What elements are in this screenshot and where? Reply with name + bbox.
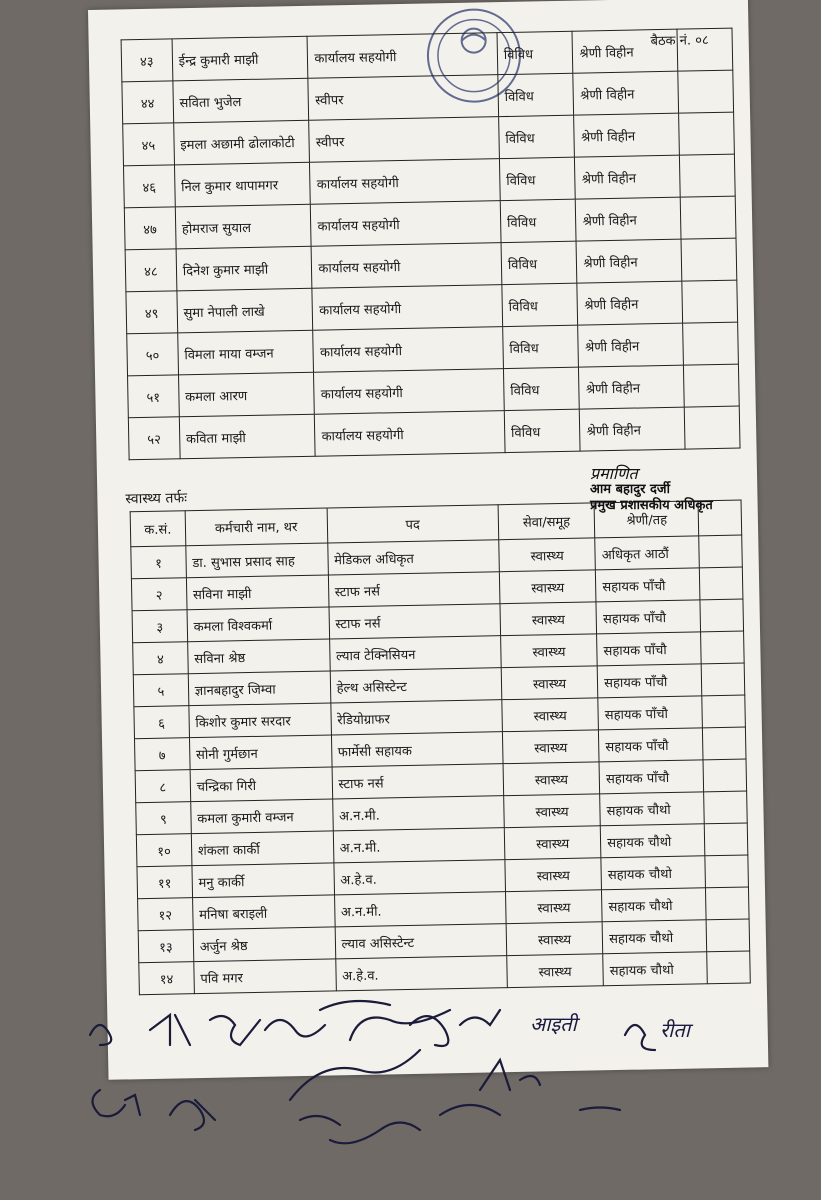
cell-blank	[706, 887, 749, 920]
cell-blank	[702, 695, 745, 728]
cell-num: ४	[133, 642, 188, 675]
cell-blank	[683, 322, 739, 365]
cell-num: ४७	[124, 207, 176, 250]
document-page	[88, 0, 768, 1080]
cell-blank	[679, 112, 735, 155]
cell-post: कार्यालय सहयोगी	[311, 243, 501, 289]
cell-service: विविध	[498, 73, 574, 116]
cell-service: स्वास्थ्य	[500, 602, 597, 636]
cell-num: ४३	[121, 39, 173, 82]
cell-post: स्टाफ नर्स	[328, 572, 500, 607]
cell-post: ल्याव असिस्टेन्ट	[335, 924, 507, 959]
cell-post: कार्यालय सहयोगी	[311, 201, 501, 247]
cell-blank	[703, 759, 746, 792]
cell-service: स्वास्थ्य	[505, 858, 602, 892]
cell-post: मेडिकल अधिकृत	[327, 540, 499, 575]
cell-service: स्वास्थ्य	[502, 730, 599, 764]
cell-post: रेडियोग्राफर	[330, 700, 502, 735]
cell-blank	[681, 238, 737, 281]
cell-blank	[704, 791, 747, 824]
staff-table-misc	[121, 28, 741, 461]
cell-name: पवि मगर	[194, 959, 336, 994]
cell-service: स्वास्थ्य	[506, 922, 603, 956]
cell-blank	[705, 823, 748, 856]
handwritten-name-1: आइती	[530, 1012, 577, 1036]
cell-blank	[700, 567, 743, 600]
officer-name: आम बहादुर दर्जी	[590, 482, 670, 497]
cell-service: स्वास्थ्य	[505, 890, 602, 924]
cell-post: अ.न.मी.	[333, 828, 505, 863]
cell-service: विविध	[502, 283, 578, 326]
cell-num: ५०	[127, 333, 179, 376]
cell-level: सहायक पाँचौ	[596, 568, 701, 602]
cell-blank	[707, 951, 750, 984]
staff-table-health	[130, 500, 751, 996]
cell-name: कविता माझी	[179, 414, 315, 459]
cell-level: श्रेणी विहीन	[580, 407, 685, 451]
cell-post: अ.हे.व.	[333, 860, 505, 895]
cell-name: सविता भुजेल	[173, 78, 309, 123]
cell-name: शंकला कार्की	[191, 831, 333, 866]
cell-service: स्वास्थ्य	[501, 634, 598, 668]
cell-level: सहायक पाँचौ	[597, 632, 702, 666]
cell-post: अ.न.मी.	[334, 892, 506, 927]
cell-level: श्रेणी विहीन	[578, 323, 683, 367]
cell-blank	[705, 855, 748, 888]
cell-name: विमला माया वम्जन	[177, 330, 313, 375]
approval-signature: प्रमाणित	[590, 464, 638, 483]
cell-num: ५२	[128, 417, 180, 460]
cell-level: सहायक चौथो	[603, 952, 708, 986]
cell-service: स्वास्थ्य	[499, 570, 596, 604]
cell-level: सहायक पाँचौ	[599, 760, 704, 794]
cell-blank	[706, 919, 749, 952]
cell-service: विविध	[503, 325, 579, 368]
section-title-health: स्वास्थ्य तर्फः	[125, 490, 188, 508]
cell-service: विविध	[497, 31, 573, 74]
cell-service: विविध	[499, 115, 575, 158]
cell-num: ६	[134, 706, 189, 739]
header-name: कर्मचारी नाम, थर	[185, 508, 327, 546]
cell-level: श्रेणी विहीन	[576, 197, 681, 241]
cell-num: ४९	[126, 291, 178, 334]
cell-level: श्रेणी विहीन	[577, 281, 682, 325]
cell-name: सुमा नेपाली लाखे	[177, 288, 313, 333]
cell-service: स्वास्थ्य	[504, 826, 601, 860]
cell-blank	[684, 406, 740, 449]
cell-service: विविध	[501, 241, 577, 284]
cell-post: कार्यालय सहयोगी	[314, 369, 504, 415]
signature-scribbles	[80, 990, 760, 1190]
cell-service: विविध	[504, 409, 580, 452]
approval-stamp	[590, 466, 800, 514]
cell-level: श्रेणी विहीन	[577, 239, 682, 283]
cell-service: विविध	[503, 367, 579, 410]
cell-blank	[679, 154, 735, 197]
cell-num: ४५	[123, 123, 175, 166]
cell-name: कमला कुमारी वम्जन	[190, 799, 332, 834]
cell-level: श्रेणी विहीन	[572, 29, 677, 73]
cell-post: हेल्थ असिस्टेन्ट	[330, 668, 502, 703]
cell-num: ९	[136, 802, 191, 835]
officer-title: प्रमुख प्रशासकीय अधिकृत	[590, 498, 713, 513]
cell-name: कमला विश्वकर्मा	[187, 607, 329, 642]
cell-service: स्वास्थ्य	[502, 698, 599, 732]
cell-level: सहायक चौथो	[602, 920, 707, 954]
header-level: श्रेणी/तह	[594, 501, 699, 538]
cell-num: १२	[138, 898, 193, 931]
cell-level: सहायक पाँचौ	[599, 728, 704, 762]
cell-name: सविना श्रेष्ठ	[187, 639, 329, 674]
cell-level: श्रेणी विहीन	[575, 155, 680, 199]
cell-post: स्टाफ नर्स	[329, 604, 501, 639]
cell-service: स्वास्थ्य	[503, 762, 600, 796]
cell-name: मनु कार्की	[192, 863, 334, 898]
cell-name: ज्ञानबहादुर जिम्वा	[188, 671, 330, 706]
cell-num: ५१	[128, 375, 180, 418]
cell-post: फार्मेसी सहायक	[331, 732, 503, 767]
cell-level: सहायक चौथो	[602, 888, 707, 922]
cell-level: सहायक पाँचौ	[598, 696, 703, 730]
cell-name: डा. सुभास प्रसाद साह	[186, 543, 328, 578]
cell-name: निल कुमार थापामगर	[174, 162, 310, 207]
header-num: क.सं.	[130, 511, 185, 547]
cell-num: १३	[138, 930, 193, 963]
cell-num: ११	[137, 866, 192, 899]
cell-level: सहायक पाँचौ	[596, 600, 701, 634]
cell-num: ३	[132, 610, 187, 643]
cell-post: स्टाफ नर्स	[332, 764, 504, 799]
cell-level: श्रेणी विहीन	[573, 71, 678, 115]
cell-service: विविध	[499, 157, 575, 200]
cell-num: १४	[139, 962, 194, 995]
cell-name: ईन्द्र कुमारी माझी	[172, 36, 308, 81]
cell-level: श्रेणी विहीन	[579, 365, 684, 409]
cell-post: कार्यालय सहयोगी	[313, 327, 503, 373]
cell-num: ८	[135, 770, 190, 803]
cell-post: अ.न.मी.	[332, 796, 504, 831]
cell-name: सोनी गुर्मछान	[189, 735, 331, 770]
cell-name: दिनेश कुमार माझी	[176, 246, 312, 291]
cell-level: श्रेणी विहीन	[574, 113, 679, 157]
handwritten-name-2: रीता	[660, 1018, 690, 1042]
cell-post: स्वीपर	[308, 75, 498, 121]
cell-num: ४८	[125, 249, 177, 292]
cell-name: किशोर कुमार सरदार	[189, 703, 331, 738]
cell-name: कमला आरण	[178, 372, 314, 417]
cell-num: ४६	[123, 165, 175, 208]
cell-blank	[680, 196, 736, 239]
cell-name: मनिषा बराइली	[192, 895, 334, 930]
cell-name: चन्द्रिका गिरी	[190, 767, 332, 802]
cell-post: कार्यालय सहयोगी	[312, 285, 502, 331]
cell-num: १०	[136, 834, 191, 867]
cell-blank	[684, 364, 740, 407]
header-service: सेवा/समूह	[498, 503, 595, 540]
cell-level: अधिकृत आठौं	[595, 536, 700, 570]
cell-blank	[700, 599, 743, 632]
cell-num: १	[131, 546, 186, 579]
cell-blank	[677, 28, 733, 71]
cell-level: सहायक चौथो	[600, 792, 705, 826]
cell-post: स्वीपर	[309, 117, 499, 163]
cell-blank	[703, 727, 746, 760]
cell-blank	[678, 70, 734, 113]
cell-post: कार्यालय सहयोगी	[307, 33, 497, 79]
cell-service: स्वास्थ्य	[507, 954, 604, 988]
cell-num: २	[131, 578, 186, 611]
cell-post: अ.हे.व.	[335, 956, 507, 991]
cell-name: सविना माझी	[186, 575, 328, 610]
cell-num: ७	[134, 738, 189, 771]
cell-blank	[682, 280, 738, 323]
meeting-number: बैठक नं. ०८	[650, 33, 709, 50]
cell-post: कार्यालय सहयोगी	[315, 411, 505, 457]
cell-blank	[699, 535, 742, 568]
cell-service: स्वास्थ्य	[499, 538, 596, 572]
cell-num: ४४	[122, 81, 174, 124]
cell-name: अर्जुन श्रेष्ठ	[193, 927, 335, 962]
cell-level: सहायक चौथो	[600, 824, 705, 858]
cell-name: इमला अछामी ढोलाकोटी	[173, 120, 309, 165]
cell-level: सहायक चौथो	[601, 856, 706, 890]
header-post: पद	[327, 505, 499, 543]
signatures-area	[80, 990, 760, 1190]
cell-service: स्वास्थ्य	[504, 794, 601, 828]
cell-service: स्वास्थ्य	[501, 666, 598, 700]
cell-service: विविध	[500, 199, 576, 242]
cell-name: होमराज सुयाल	[175, 204, 311, 249]
cell-blank	[702, 663, 745, 696]
cell-post: ल्याव टेक्निसियन	[329, 636, 501, 671]
cell-post: कार्यालय सहयोगी	[310, 159, 500, 205]
cell-level: सहायक पाँचौ	[597, 664, 702, 698]
cell-num: ५	[133, 674, 188, 707]
cell-blank	[701, 631, 744, 664]
